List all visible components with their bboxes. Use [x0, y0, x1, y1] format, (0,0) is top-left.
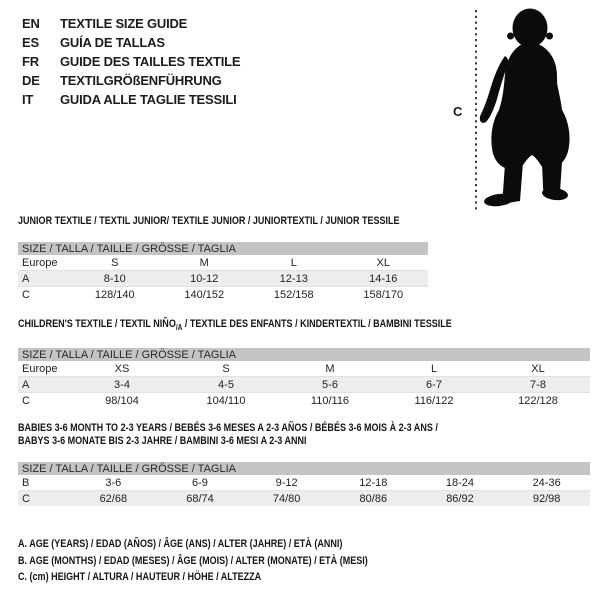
row-label: A	[18, 271, 70, 287]
size-header-bar: SIZE / TALLA / TAILLE / GRÖSSE / TAGLIA	[18, 462, 590, 475]
cell: 140/152	[160, 287, 250, 303]
cell: XL	[531, 362, 545, 375]
section-junior-textile	[18, 215, 430, 302]
size-header-bar: SIZE / TALLA / TAILLE / GRÖSSE / TAGLIA	[18, 242, 428, 255]
language-code: EN	[22, 16, 40, 31]
children-size-table	[18, 348, 590, 408]
language-title: GUIDE DES TAILLES TEXTILE	[60, 54, 241, 69]
cell: 74/80	[243, 491, 330, 507]
note-age-years: A. AGE (YEARS) / EDAD (AÑOS) / ÂGE (ANS) / ALTER (JAHRE) / ETÀ (ANNI)	[18, 538, 343, 550]
language-list	[22, 14, 240, 109]
row-label: C	[18, 491, 70, 507]
cell: 98/104	[70, 393, 174, 409]
language-row-de	[22, 71, 240, 90]
row-label: A	[18, 377, 70, 393]
cell: 9-12	[275, 476, 298, 489]
row-label: C	[18, 393, 70, 409]
cell: 3-4	[70, 377, 174, 393]
cell: 104/110	[174, 393, 278, 409]
height-measure-label: C	[453, 104, 463, 119]
section-babies-textile	[18, 422, 590, 506]
cell: 10-12	[160, 271, 250, 287]
cell: 68/74	[157, 491, 244, 507]
cell: XL	[376, 256, 390, 269]
row-label: Europe	[22, 362, 58, 375]
note-height-cm: C. (cm) HEIGHT / ALTURA / HAUTEUR / HÖHE / ALTEZZA	[18, 571, 262, 583]
cell: 80/86	[330, 491, 417, 507]
title-text: / TEXTILE DES ENFANTS / KINDERTEXTIL / BAMBINI TESSILE	[182, 318, 452, 330]
cell: XS	[114, 362, 130, 375]
table-row	[18, 361, 590, 377]
table-row	[18, 255, 428, 271]
cell: 5-6	[278, 377, 382, 393]
language-row-en	[22, 14, 240, 33]
section-title: JUNIOR TEXTILE / TEXTIL JUNIOR/ TEXTILE JUNIOR / JUNIORTEXTIL / JUNIOR TESSILE	[18, 215, 400, 227]
table-row	[18, 475, 590, 491]
cell: 6-9	[192, 476, 208, 489]
cell: 110/116	[278, 393, 382, 409]
cell: 18-24	[445, 476, 475, 489]
language-title: GUÍA DE TALLAS	[60, 35, 165, 50]
row-label: Europe	[22, 256, 58, 269]
cell: 4-5	[174, 377, 278, 393]
title-subscript: /A	[175, 323, 183, 333]
note-age-months: B. AGE (MONTHS) / EDAD (MESES) / ÂGE (MOIS) / ALTER (MONATE) / ETÀ (MESI)	[18, 554, 368, 567]
baby-silhouette-icon	[445, 6, 600, 216]
language-code: DE	[22, 73, 40, 88]
section-childrens-textile	[18, 318, 590, 408]
cell: 24-36	[532, 476, 561, 489]
junior-size-table	[18, 242, 428, 302]
cell: 3-6	[105, 476, 122, 489]
cell: 12-18	[359, 476, 388, 489]
cell: 7-8	[486, 377, 590, 393]
language-code: ES	[22, 35, 39, 50]
table-row	[18, 377, 590, 393]
cell: 8-10	[70, 271, 160, 287]
cell: 86/92	[417, 491, 504, 507]
language-row-es	[22, 33, 240, 52]
legend-notes	[18, 536, 445, 586]
cell: 122/128	[486, 393, 590, 409]
baby-silhouette	[480, 9, 570, 208]
language-title: TEXTILE SIZE GUIDE	[60, 16, 188, 31]
language-code: FR	[22, 54, 39, 69]
section-title	[18, 318, 487, 334]
babies-size-table	[18, 462, 590, 506]
cell: 62/68	[70, 491, 157, 507]
cell: L	[430, 362, 438, 375]
language-code: IT	[22, 92, 34, 107]
cell: 152/158	[249, 287, 339, 303]
cell: 128/140	[70, 287, 160, 303]
row-label: B	[22, 476, 30, 489]
cell: 92/98	[503, 491, 590, 507]
row-label: C	[18, 287, 70, 303]
language-title: GUIDA ALLE TAGLIE TESSILI	[60, 92, 237, 107]
section-title-line2: BABYS 3-6 MONATE BIS 2-3 JAHRE / BAMBINI 3-6 MESI A 2-3 ANNI	[18, 435, 307, 447]
title-text: CHILDREN'S TEXTILE / TEXTIL NIÑO	[18, 318, 176, 330]
baby-silhouette-figure	[445, 6, 600, 216]
table-row	[18, 491, 590, 507]
cell: 12-13	[249, 271, 339, 287]
table-row	[18, 271, 428, 287]
table-row	[18, 393, 590, 409]
language-row-fr	[22, 52, 240, 71]
cell: M	[325, 362, 335, 375]
cell: L	[290, 256, 297, 269]
cell: 14-16	[339, 271, 429, 287]
cell: 116/122	[382, 393, 486, 409]
table-row	[18, 287, 428, 303]
cell: S	[111, 256, 119, 269]
section-title-line1: BABIES 3-6 MONTH TO 2-3 YEARS / BEBÉS 3-6 MESES A 2-3 AÑOS / BÉBÉS 3-6 MOIS À 2-3 ANS /	[18, 422, 438, 434]
cell: 6-7	[382, 377, 486, 393]
language-row-it	[22, 90, 240, 109]
language-title: TEXTILGRÖßENFÜHRUNG	[60, 73, 222, 88]
cell: S	[222, 362, 230, 375]
cell: M	[199, 256, 209, 269]
cell: 158/170	[339, 287, 429, 303]
size-header-bar: SIZE / TALLA / TAILLE / GRÖSSE / TAGLIA	[18, 348, 590, 361]
